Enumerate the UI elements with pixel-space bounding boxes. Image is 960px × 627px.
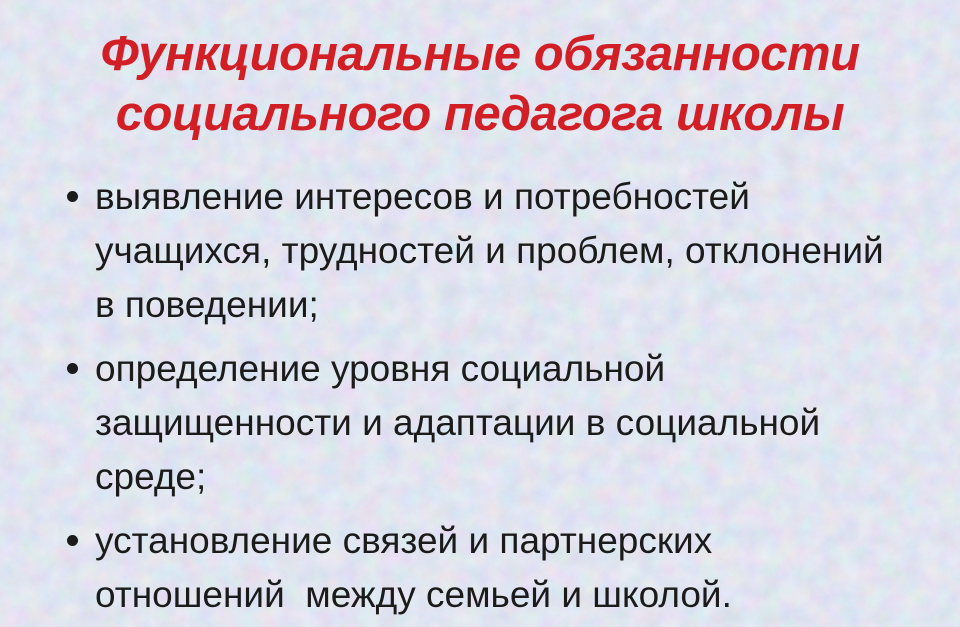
bullet-item: выявление интересов и потребностей учащихся, трудностей и проблем, отклонений в поведении; (64, 170, 890, 332)
bullet-item: определение уровня социальной защищенности и адаптации в социальной среде; (64, 342, 890, 504)
slide-title-line2: социального педагога школы (115, 87, 845, 141)
slide-title-line1: Функциональные обязанности (100, 27, 860, 81)
bullet-list (64, 170, 894, 622)
slide-title (0, 24, 960, 144)
bullet-item: установление связей и партнерских отношений между семьей и школой. (64, 514, 890, 622)
